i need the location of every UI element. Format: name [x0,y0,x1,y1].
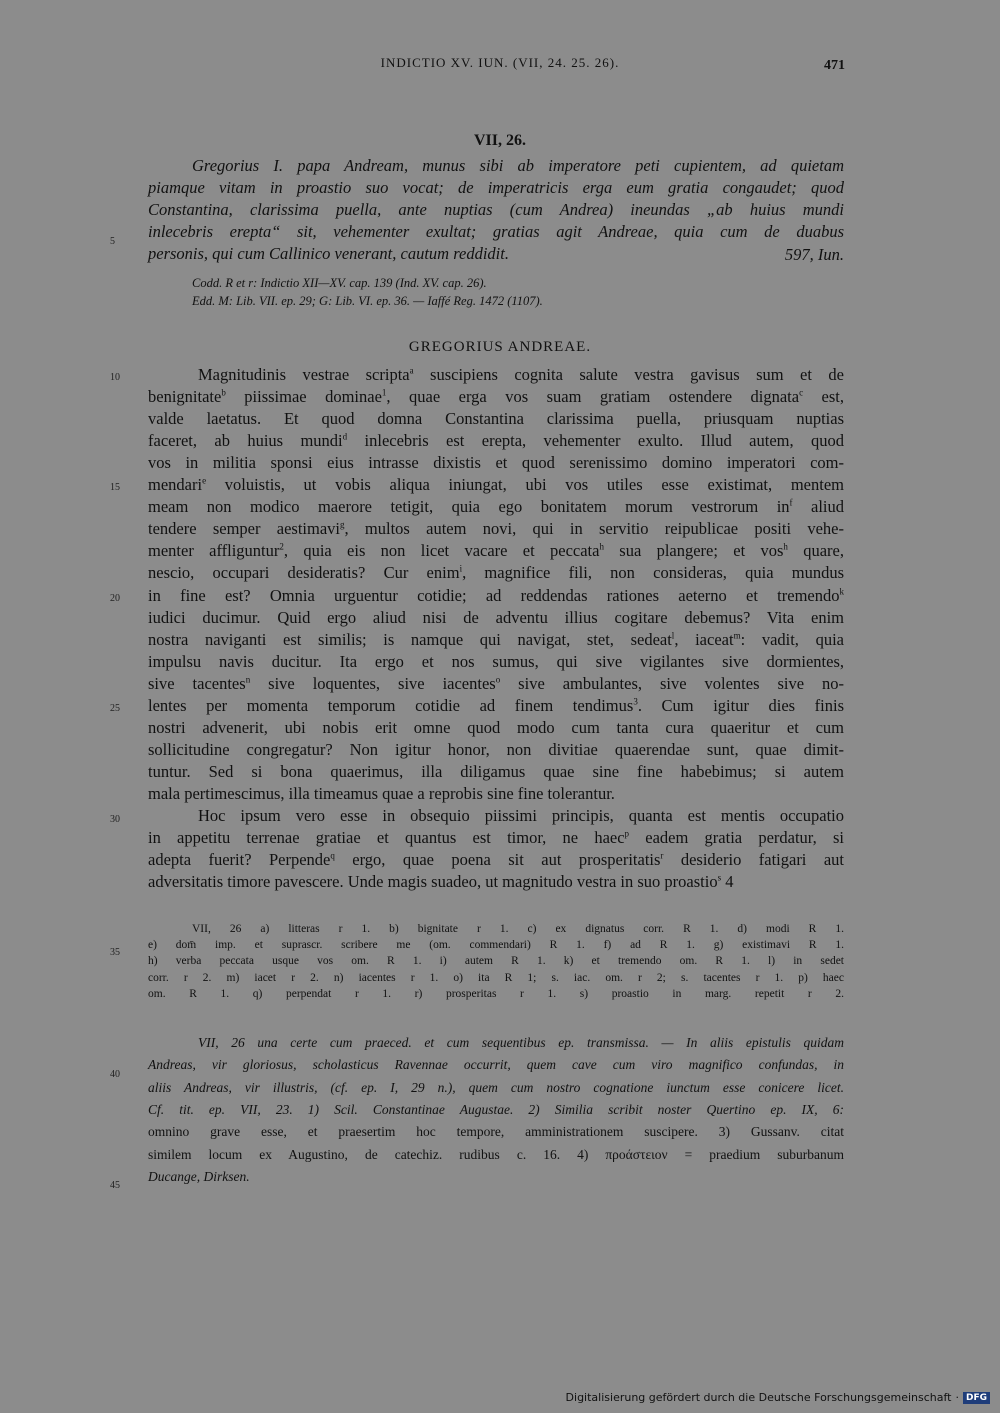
body-line: tendere semper aestimavi$^g$, multos autem novi, qui in servitio reipublicae positi vehe- [148,519,844,539]
line-number: 40 [110,1069,120,1080]
body-line: lentes per momenta temporum cotidie ad finem tendimus$^3$. Cum igitur dies finis [148,695,845,715]
body-line: Hoc ipsum vero esse in obsequio piissimi principis, quanta est mentis occupatio [198,806,844,825]
apparatus-line: corr. r 2. m) iacet r 2. n) iacentes r 1. o) ita R 1; s. iac. om. r 2; s. tacentes r 1. p) haec [148,971,844,984]
body-line: meam non modico maerore tetigit, quia ego bonitatem morum vestrorum $in^f$ aliud [148,497,844,517]
letter-date: 597, Iun. [784,245,844,264]
body-line: mala pertimescimus, illa timeamus quae a reprobis sine fine tolerantur. [148,783,615,803]
body-line: nostra naviganti est similis; is namque qui navigat, stet, sedeat$^l$, iaceat$^m$: vadit, quia [148,629,844,649]
body-line: faceret, ab huius mundi$^d$ inlecebris est erepta, vehementer exulto. Illud autem, quod [148,431,844,451]
line-number: 5 [110,236,115,247]
body-line: sollicitudine congregatur? Non igitur honor, non divitiae quaerendae sunt, quae dimit- [148,739,844,759]
line-number: 30 [110,814,120,825]
commentary-line: similem locum ex Augustino, de catechiz. rudibus c. 16. 4) προάστειον = praedium suburbanum [148,1146,844,1162]
body-line: tuntur. Sed si bona quaerimus, illa diligamus quae sine fine habebimus; si autem [148,761,844,781]
commentary-line: Ducange, Dirksen. [148,1168,250,1184]
body-line: adepta fuerit? Perpende$^q$ ergo, quae poena sit aut prosperitatis$^r$ desiderio fatigari aut [148,850,844,870]
body-line: benignitate$^b$ piissimae dominae$^1$, quae erga vos suam gratiam ostendere dignata$^c$ est, [148,387,844,407]
commentary-line: VII, 26 una certe cum praeced. et cum sequentibus ep. transmissa. — In aliis epistulis quidam [198,1035,844,1050]
letter-address: GREGORIUS ANDREAE. [408,339,592,355]
line-number: 10 [110,372,120,383]
line-number: 20 [110,593,120,604]
apparatus-line: VII, 26 a) litteras r 1. b) bignitate r 1. c) ex dignatus corr. R 1. d) modi R 1. [192,923,844,935]
summary-line: personis, qui cum Callinico venerant, cautum reddidit. [148,244,509,263]
codices-line: Codd. R et r: Indictio XII—XV. cap. 139 (Ind. XV. cap. 26). [192,276,487,290]
apparatus-line: h) verba peccata usque vos om. R 1. i) autem R 1. k) et tremendo om. R 1. l) in sedet [148,955,844,968]
body-line: adversitatis timore pavescere. Unde magis suadeo, ut magnitudo vestra in suo proastio$^s$ 4 [148,872,734,892]
body-line: vos in militia sponsi eius intrasse dixistis et quod serenissimo domino imperatori com- [148,453,844,473]
funding-footer: Digitalisierung gefördert durch die Deutsche Forschungsgemeinschaft · DFG [566,1391,990,1404]
summary-line: piamque vitam in proastio suo vocat; de imperatricis erga eum gratia congaudet; quod [148,178,844,197]
page-number: 471 [824,58,845,73]
letter-number: VII, 26. [473,132,526,149]
editions-line: Edd. M: Lib. VII. ep. 29; G: Lib. VI. ep. 36. — Iaffé Reg. 1472 (1107). [192,294,543,308]
body-line: in appetitu terrenae gratiae et quantus est timor, ne haec$^p$ eadem gratia perdatur, si [148,828,844,848]
body-line: nostri advenerit, ubi nobis erit omne quod modo cum tanta cura quaeritur et cum [148,717,844,737]
body-line: iudici ducimur. Quid ergo aliud nisi de adventu illius cogitare debemus? Vita enim [148,607,844,627]
commentary-line: aliis Andreas, vir illustris, (cf. ep. I, 29 n.), quem cum nostro cognatione iunctum esse conicere licet. [148,1079,844,1095]
dfg-logo: DFG [963,1392,990,1404]
body-line: Magnitudinis vestrae scripta$^a$ suscipiens cognita salute vestra gavisus sum et de [198,365,844,384]
apparatus-line: e) dom̄ imp. et suprascr. scribere me (om. commendari) R 1. f) ad R 1. g) existimavi R 1. [148,939,844,952]
body-line: nescio, occupari desideratis? Cur enim$^i$, magnifice fili, non consideras, quia mundus [148,563,844,583]
body-line: impulsu navis ducitur. Ita ergo et nos sumus, qui sive vigilantes sive dormientes, [148,651,844,671]
body-line: mendari$^e$ voluistis, ut vobis aliqua iniungat, ubi vos utiles esse existimat, mentem [148,475,844,495]
body-line: in fine est? Omnia urguentur cotidie; ad reddendas rationes aeterno et tremendo$^k$ [148,585,844,605]
commentary-line: omnino grave esse, et praesertim hoc tempore, amministrationem suscipere. 3) Gussanv. citat [148,1124,844,1140]
body-line: valde laetatus. Et quod domna Constantina clarissima puella, priusquam nuptias [148,409,844,429]
body-line: menter affliguntur$^2$, quia eis non licet vacare et peccata$^h$ sua plangere; et vos$^h$ quare, [148,541,844,561]
running-title: INDICTIO XV. IUN. (VII, 24. 25. 26). [380,55,620,70]
line-number: 15 [110,482,120,493]
line-number: 25 [110,703,120,714]
body-line: sive tacentes$^n$ sive loquentes, sive iacentes$^o$ sive ambulantes, sive volentes sive no- [148,673,845,693]
line-number: 35 [110,947,120,958]
summary-line: Gregorius I. papa Andream, munus sibi ab imperatore peti cupientem, ad quietam [192,156,844,175]
summary-line: inlecebris erepta“ sit, vehementer exultat; gratias agit Andreae, quia cum de duabus [148,222,844,241]
line-number: 45 [110,1180,120,1191]
commentary-line: Andreas, vir gloriosus, scholasticus Ravennae occurrit, quem cave cum viro magnifico confundas, in [148,1057,844,1073]
summary-line: Constantina, clarissima puella, ante nuptias (cum Andrea) ineundas „ab huius mundi [148,200,844,219]
footer-text: Digitalisierung gefördert durch die Deutsche Forschungsgemeinschaft [565,1391,952,1404]
commentary-line: Cf. tit. ep. VII, 23. 1) Scil. Constantinae Augustae. 2) Similia scribit noster Quertino ep. IX, 6: [148,1101,844,1117]
apparatus-line: om. R 1. q) perpendat r 1. r) prosperitas r 1. s) proastio in marg. repetit r 2. [148,987,844,1000]
